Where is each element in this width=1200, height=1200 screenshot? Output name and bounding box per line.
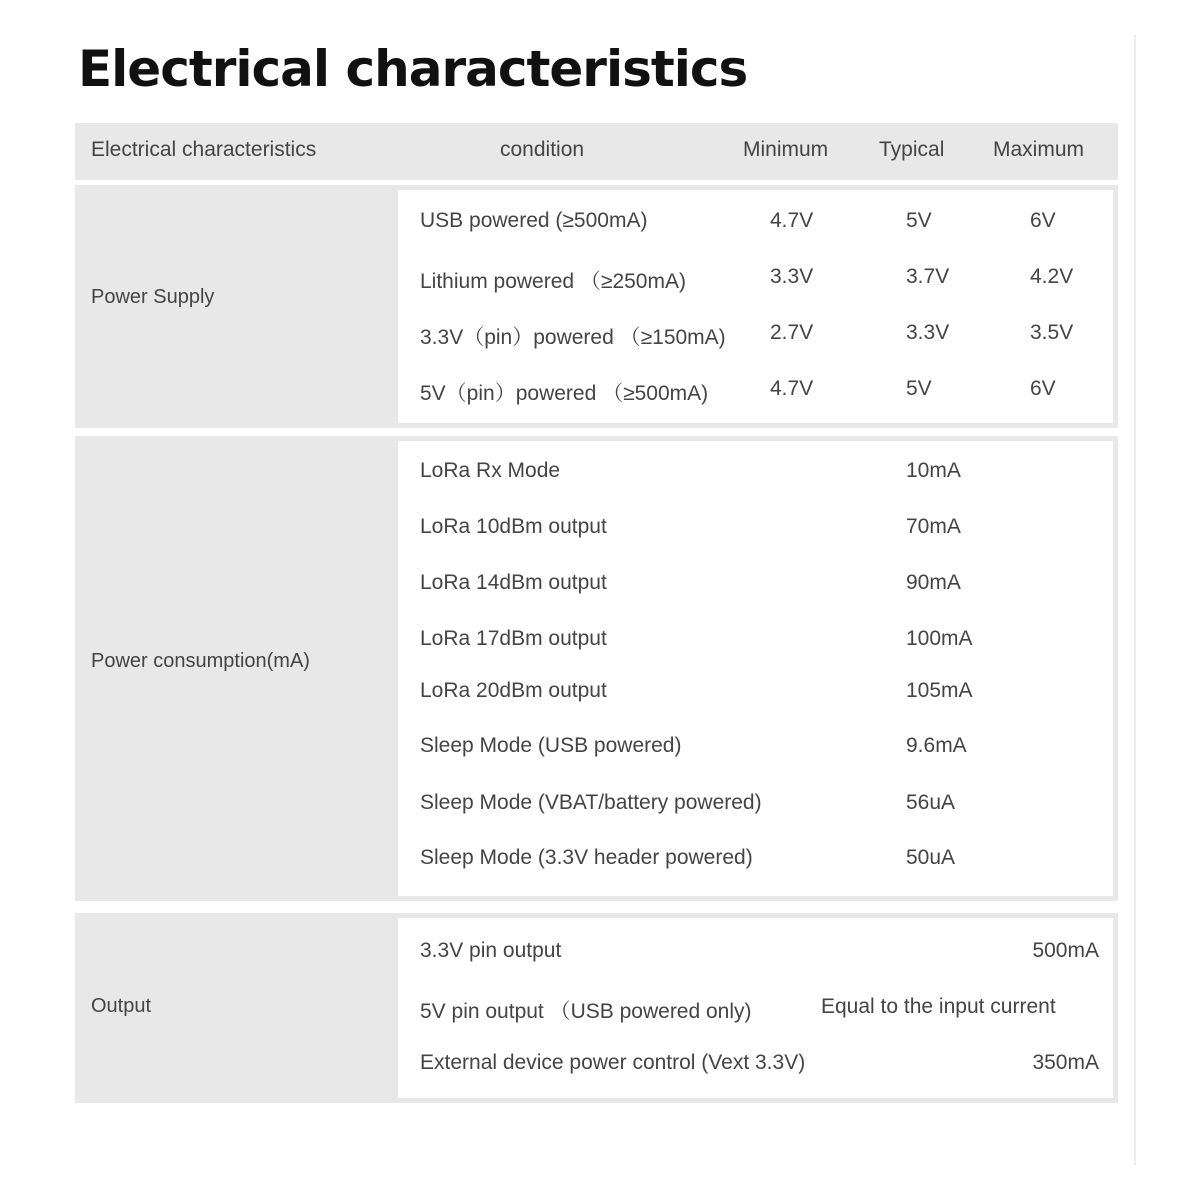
- typ-cell: 100mA: [906, 627, 973, 650]
- condition-cell: 5V（pin）powered （≥500mA): [420, 382, 709, 405]
- table-row: [398, 789, 1113, 819]
- typ-cell: 5V: [906, 209, 932, 232]
- max-cell: 6V: [1030, 377, 1056, 400]
- section-label: Power Supply: [91, 286, 215, 308]
- max-cell: 3.5V: [1030, 321, 1074, 344]
- typ-cell: 10mA: [906, 459, 961, 482]
- min-cell: 2.7V: [770, 321, 814, 344]
- min-cell: 4.7V: [770, 209, 814, 232]
- table-row: [398, 732, 1113, 762]
- section-label: Output: [91, 995, 152, 1017]
- header-condition: condition: [500, 138, 585, 161]
- page-title: Electrical characteristics: [78, 40, 748, 98]
- typ-cell: 3.7V: [906, 265, 950, 288]
- table-row: [398, 375, 1113, 405]
- typ-cell: 70mA: [906, 515, 961, 538]
- section-panel: [398, 918, 1113, 1098]
- max-cell: 4.2V: [1030, 265, 1074, 288]
- condition-cell: LoRa 17dBm output: [420, 627, 607, 650]
- min-cell: 3.3V: [770, 265, 814, 288]
- section-power-supply: [75, 185, 1118, 428]
- table-row: [398, 569, 1113, 599]
- condition-cell: 5V pin output （USB powered only): [420, 1000, 752, 1023]
- condition-cell: LoRa Rx Mode: [420, 459, 561, 482]
- max-cell: 6V: [1030, 209, 1056, 232]
- section-label: Power consumption(mA): [91, 650, 310, 672]
- section-panel: [398, 441, 1113, 896]
- min-cell: 4.7V: [770, 377, 814, 400]
- typ-cell: 56uA: [906, 791, 956, 814]
- header-maximum: Maximum: [993, 138, 1085, 161]
- header-typical: Typical: [879, 138, 945, 161]
- condition-cell: LoRa 20dBm output: [420, 679, 607, 702]
- table-row: [398, 625, 1113, 655]
- section-output: [75, 913, 1118, 1103]
- condition-cell: 3.3V pin output: [420, 939, 562, 962]
- section-power-consumption: [75, 436, 1118, 901]
- section-panel: [398, 190, 1113, 423]
- typ-cell: 9.6mA: [906, 734, 967, 757]
- condition-cell: LoRa 10dBm output: [420, 515, 607, 538]
- typ-cell: 3.3V: [906, 321, 950, 344]
- value-cell: 500mA: [1032, 939, 1099, 962]
- table-row: [398, 457, 1113, 487]
- header-characteristics: Electrical characteristics: [91, 138, 317, 161]
- page-divider: [1134, 35, 1136, 1165]
- header-minimum: Minimum: [743, 138, 829, 161]
- table-row: [398, 844, 1113, 874]
- condition-cell: Lithium powered （≥250mA): [420, 270, 686, 293]
- condition-cell: 3.3V（pin）powered （≥150mA): [420, 326, 726, 349]
- typ-cell: 90mA: [906, 571, 961, 594]
- table-row: [398, 263, 1113, 293]
- table-row: [398, 513, 1113, 543]
- table-header: [75, 123, 1118, 180]
- typ-cell: 5V: [906, 377, 932, 400]
- value-cell: 350mA: [1032, 1051, 1099, 1074]
- table-row: [398, 677, 1113, 707]
- condition-cell: External device power control (Vext 3.3V): [420, 1051, 806, 1074]
- table-row: [398, 993, 1113, 1023]
- table-row: [398, 937, 1113, 967]
- table-row: [398, 207, 1113, 237]
- condition-cell: Sleep Mode (3.3V header powered): [420, 846, 753, 869]
- typ-cell: 50uA: [906, 846, 956, 869]
- table-row: [398, 1049, 1113, 1079]
- typ-cell: 105mA: [906, 679, 973, 702]
- condition-cell: Sleep Mode (USB powered): [420, 734, 682, 757]
- condition-cell: LoRa 14dBm output: [420, 571, 607, 594]
- table-row: [398, 319, 1113, 349]
- condition-cell: USB powered (≥500mA): [420, 209, 648, 232]
- condition-cell: Sleep Mode (VBAT/battery powered): [420, 791, 762, 814]
- value-cell: Equal to the input current: [821, 995, 1056, 1018]
